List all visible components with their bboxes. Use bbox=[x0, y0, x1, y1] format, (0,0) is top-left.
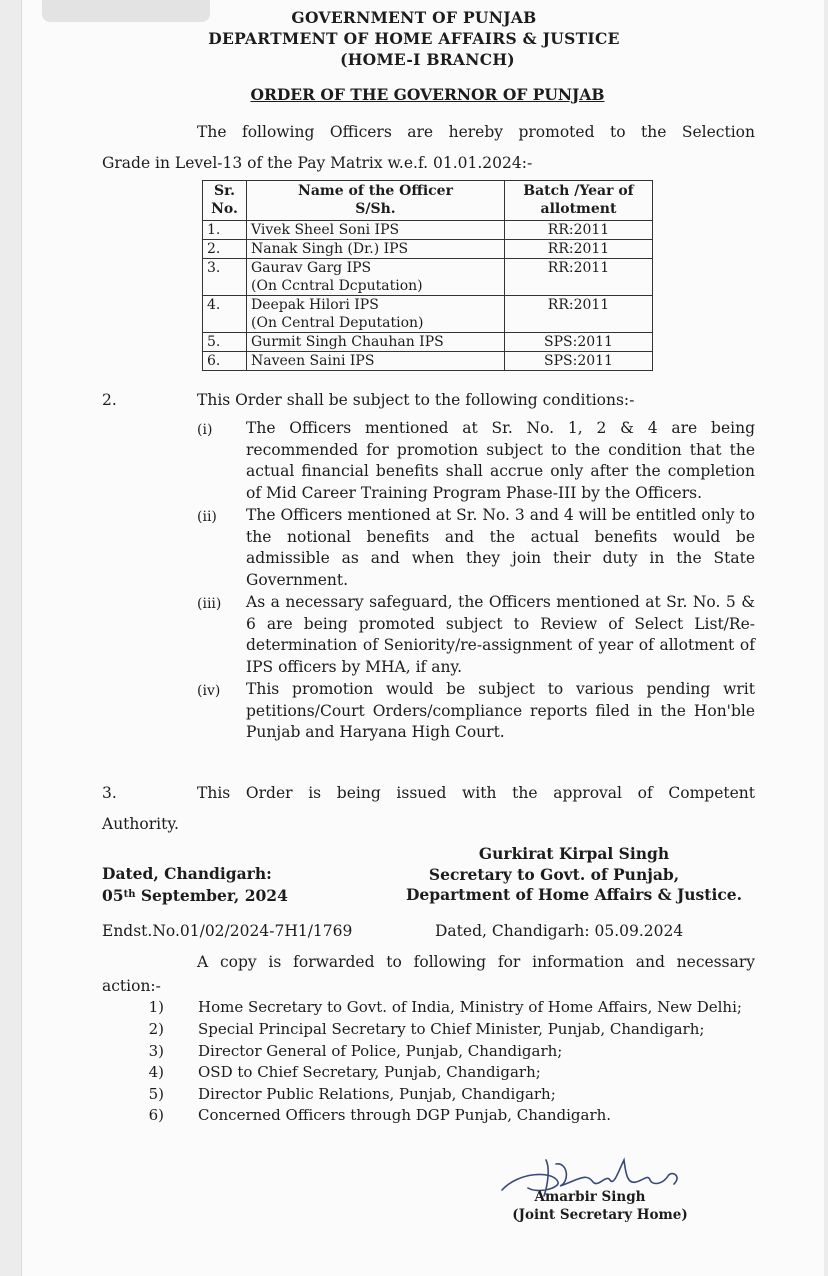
row-batch: RR:2011 bbox=[505, 259, 653, 296]
row-name: Deepak Hilori IPS (On Central Deputation) bbox=[247, 296, 505, 333]
row-name: Naveen Saini IPS bbox=[247, 352, 505, 371]
row-sr: 2. bbox=[203, 240, 247, 259]
row-name: Nanak Singh (Dr.) IPS bbox=[247, 240, 505, 259]
row-batch: SPS:2011 bbox=[505, 333, 653, 352]
row-sr: 5. bbox=[203, 333, 247, 352]
header-sr-no: Sr. No. bbox=[203, 181, 247, 221]
joint-secretary-title: (Joint Secretary Home) bbox=[512, 1207, 688, 1223]
forward-item-text: Special Principal Secretary to Chief Minister, Punjab, Chandigarh; bbox=[198, 1020, 705, 1038]
viewer-left-edge bbox=[0, 0, 22, 1276]
row-sr: 4. bbox=[203, 296, 247, 333]
row-sr: 3. bbox=[203, 259, 247, 296]
row-sr: 1. bbox=[203, 221, 247, 240]
order-title: ORDER OF THE GOVERNOR OF PUNJAB bbox=[250, 85, 605, 104]
header-branch: (HOME-I BRANCH) bbox=[340, 50, 515, 69]
row-note: (On Central Deputation) bbox=[251, 315, 424, 331]
header-department: DEPARTMENT OF HOME AFFAIRS & JUSTICE bbox=[208, 29, 620, 48]
row-batch: SPS:2011 bbox=[505, 352, 653, 371]
row-name: Vivek Sheel Soni IPS bbox=[247, 221, 505, 240]
row-batch: RR:2011 bbox=[505, 221, 653, 240]
intro-line-1: The following Officers are hereby promoted to the Selection bbox=[197, 123, 755, 141]
para2-text: This Order shall be subject to the following conditions:- bbox=[197, 391, 635, 409]
forward-item-text: Concerned Officers through DGP Punjab, Chandigarh. bbox=[198, 1106, 612, 1124]
condition-number: (i) bbox=[197, 422, 213, 438]
table-row bbox=[203, 240, 653, 259]
para3-number: 3. bbox=[102, 784, 117, 802]
table-header-row bbox=[203, 181, 653, 221]
forward-item-text: Director General of Police, Punjab, Chandigarh; bbox=[198, 1042, 563, 1060]
forward-item-number: 6) bbox=[148, 1106, 164, 1124]
dated-date: 05th September, 2024 bbox=[102, 886, 288, 905]
condition-text: As a necessary safeguard, the Officers mentioned at Sr. No. 5 & 6 are being promoted subject to Review of Select List/Re-determination of Seniority/re-assignment of year of allotment of IPS officers by MHA, if any. bbox=[246, 593, 755, 677]
forward-item-text: Home Secretary to Govt. of India, Ministry of Home Affairs, New Delhi; bbox=[198, 998, 742, 1016]
forward-item-number: 3) bbox=[148, 1042, 164, 1060]
table-row bbox=[203, 259, 653, 296]
viewer-right-edge bbox=[824, 0, 828, 1276]
forward-item-text: Director Public Relations, Punjab, Chandigarh; bbox=[198, 1085, 556, 1103]
forward-item-number: 5) bbox=[148, 1085, 164, 1103]
condition-text: The Officers mentioned at Sr. No. 3 and 4 will be entitled only to the notional benefits and the actual benefits would be admissible as and when they join their duty in the State Government. bbox=[246, 506, 755, 590]
signatory-designation: Secretary to Govt. of Punjab, bbox=[428, 865, 680, 884]
table-row bbox=[203, 333, 653, 352]
table-row bbox=[203, 221, 653, 240]
forward-item-number: 2) bbox=[148, 1020, 164, 1038]
signatory-department: Department of Home Affairs & Justice. bbox=[405, 885, 743, 904]
forward-item-text: OSD to Chief Secretary, Punjab, Chandigarh; bbox=[198, 1063, 541, 1081]
condition-number: (iii) bbox=[197, 596, 222, 612]
condition-text: The Officers mentioned at Sr. No. 1, 2 & 4 are being recommended for promotion subject to the condition that the actual financial benefits shall accrue only after the completion of Mid Career Training Program Phase-III by the Officers. bbox=[246, 419, 755, 503]
endorsement-line-1: A copy is forwarded to following for information and necessary bbox=[197, 953, 755, 971]
row-batch: RR:2011 bbox=[505, 296, 653, 333]
forward-item-number: 1) bbox=[148, 998, 164, 1016]
header-government: GOVERNMENT OF PUNJAB bbox=[291, 8, 537, 27]
row-note: (On Ccntral Dcputation) bbox=[251, 278, 423, 294]
endorsement-number: Endst.No.01/02/2024-7H1/1769 bbox=[102, 922, 353, 940]
table-row bbox=[203, 352, 653, 371]
signatory-name: Gurkirat Kirpal Singh bbox=[478, 844, 670, 863]
row-name: Gaurav Garg IPS (On Ccntral Dcputation) bbox=[247, 259, 505, 296]
condition-text: This promotion would be subject to various pending writ petitions/Court Orders/compliance reports filed in the Hon'ble Punjab and Haryana High Court. bbox=[246, 680, 755, 742]
header-batch: Batch /Year of allotment bbox=[505, 181, 653, 221]
para3-line-2: Authority. bbox=[102, 815, 179, 833]
row-sr: 6. bbox=[203, 352, 247, 371]
officers-table bbox=[202, 180, 653, 371]
forward-item-number: 4) bbox=[148, 1063, 164, 1081]
header-officer-name: Name of the Officer S/Sh. bbox=[247, 181, 505, 221]
condition-number: (iv) bbox=[197, 683, 221, 699]
joint-secretary-name: Amarbir Singh bbox=[534, 1189, 646, 1205]
dated-place: Dated, Chandigarh: bbox=[102, 864, 272, 883]
para3-line-1: This Order is being issued with the approval of Competent bbox=[197, 784, 755, 802]
table-row bbox=[203, 296, 653, 333]
endorsement-date: Dated, Chandigarh: 05.09.2024 bbox=[435, 922, 684, 940]
endorsement-line-2: action:- bbox=[102, 977, 161, 995]
row-name: Gurmit Singh Chauhan IPS bbox=[247, 333, 505, 352]
condition-number: (ii) bbox=[197, 509, 217, 525]
intro-line-2: Grade in Level-13 of the Pay Matrix w.e.f. 01.01.2024:- bbox=[102, 154, 533, 172]
para2-number: 2. bbox=[102, 391, 117, 409]
row-batch: RR:2011 bbox=[505, 240, 653, 259]
